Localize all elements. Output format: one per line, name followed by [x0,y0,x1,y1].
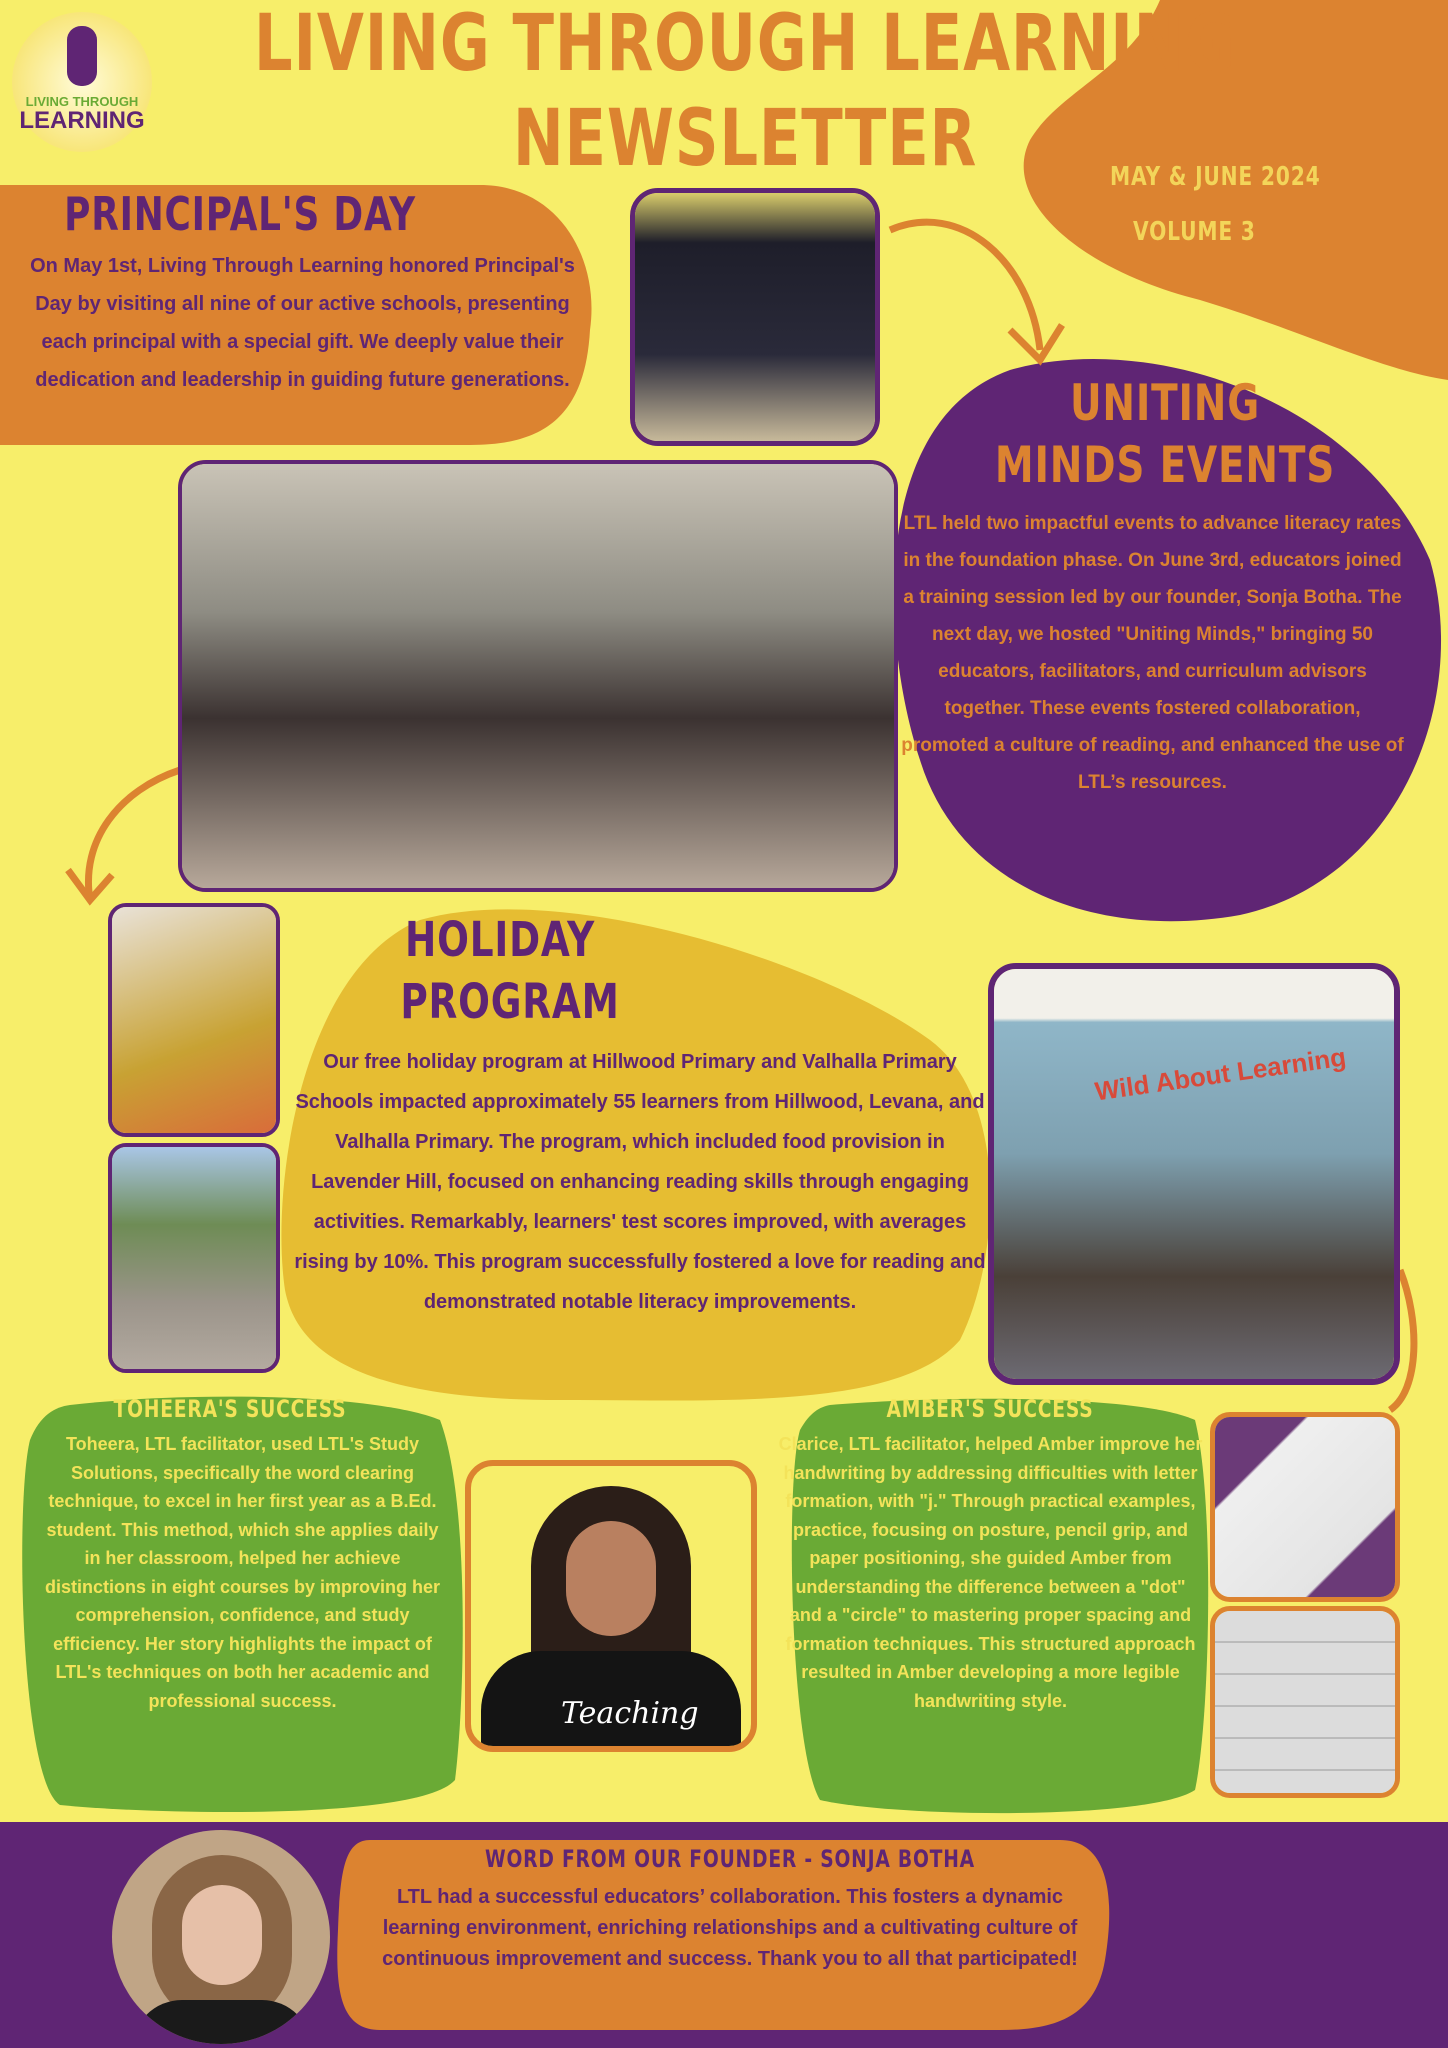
logo-text-bottom: LEARNING [19,107,145,134]
amber-text: Clarice, LTL facilitator, helped Amber improve her handwriting by addressing difficulties with letter formation, with "j." Through practical examples, practice, focusing on posture, pencil grip, and paper positioning, she guided Amber from understanding the difference between a "dot" and a "circle" to mastering proper spacing and formation techniques. This structured approach resulted in Amber developing a more legible handwriting style. [778,1434,1203,1711]
holiday-title-2: PROGRAM [400,974,620,1030]
issue-volume: VOLUME 3 [1133,217,1256,247]
toheera-title: TOHEERA'S SUCCESS [113,1395,347,1423]
principals-day-title: PRINCIPAL'S DAY [64,187,416,241]
toheera-photo [465,1460,757,1752]
principals-day-text: On May 1st, Living Through Learning honored Principal's Day by visiting all nine of our active schools, presenting each principal with a special gift. We deeply value their dedication and leadership in guiding future generations. [30,255,575,391]
uniting-minds-title-1: UNITING [1069,374,1261,432]
toheera-text: Toheera, LTL facilitator, used LTL's Study Solutions, specifically the word clearing technique, to excel in her first year as a B.Ed. student. This method, which she applies daily in her classroom, helped her achieve distinctions in eight courses by improving her comprehension, confidence, and study efficiency. Her story highlights the impact of LTL's techniques on both her academic and professional success. [44,1434,441,1711]
holiday-kids-photo [988,963,1400,1385]
founder-title: WORD FROM OUR FOUNDER - SONJA BOTHA [485,1845,975,1873]
handwriting-photo-board [1210,1412,1400,1602]
issue-date: MAY & JUNE 2024 [1110,162,1321,192]
principals-day-photo [630,188,880,446]
holiday-photo-playground [108,1143,280,1373]
holiday-title-1: HOLIDAY [404,912,595,968]
shirt-text: Teaching [561,1696,699,1731]
logo-figure-icon [67,26,97,86]
uniting-minds-title-2: MINDS EVENTS [994,436,1336,494]
founder-text: LTL had a successful educators’ collaboration. This fosters a dynamic learning environment, enriching relationships and a cultivating culture of continuous improvement and success. Thank you to all that participated! [382,1886,1078,1970]
holiday-photo-meal [108,903,280,1137]
holiday-text: Our free holiday program at Hillwood Primary and Valhalla Primary Schools impacted approximately 55 learners from Hillwood, Levana, and Valhalla Primary. The program, which included food provision in Lavender Hill, focused on enhancing reading skills through engaging activities. Remarkably, learners' test scores improved, with averages rising by 10%. This program successfully fostered a love for reading and demonstrated notable literacy improvements. [294,1051,986,1313]
mural-text: Wild About Learning [1093,1041,1348,1107]
uniting-minds-photo [178,460,898,892]
founder-photo [112,1830,330,2044]
newsletter-subtitle: NEWSLETTER [512,94,978,184]
handwriting-photo-notebook [1210,1606,1400,1798]
logo-text-top: LIVING THROUGH [25,94,139,109]
newsletter-title: LIVING THROUGH LEARNING [253,0,1237,89]
uniting-minds-text: LTL held two impactful events to advance literacy rates in the foundation phase. On June 3rd, educators joined a training session led by our founder, Sonja Botha. The next day, we hosted "Uniting Minds," bringing 50 educators, facilitators, and curriculum advisors together. These events fostered collaboration, promoted a culture of reading, and enhanced the use of LTL’s resources. [901,513,1404,793]
amber-title: AMBER'S SUCCESS [886,1395,1094,1423]
